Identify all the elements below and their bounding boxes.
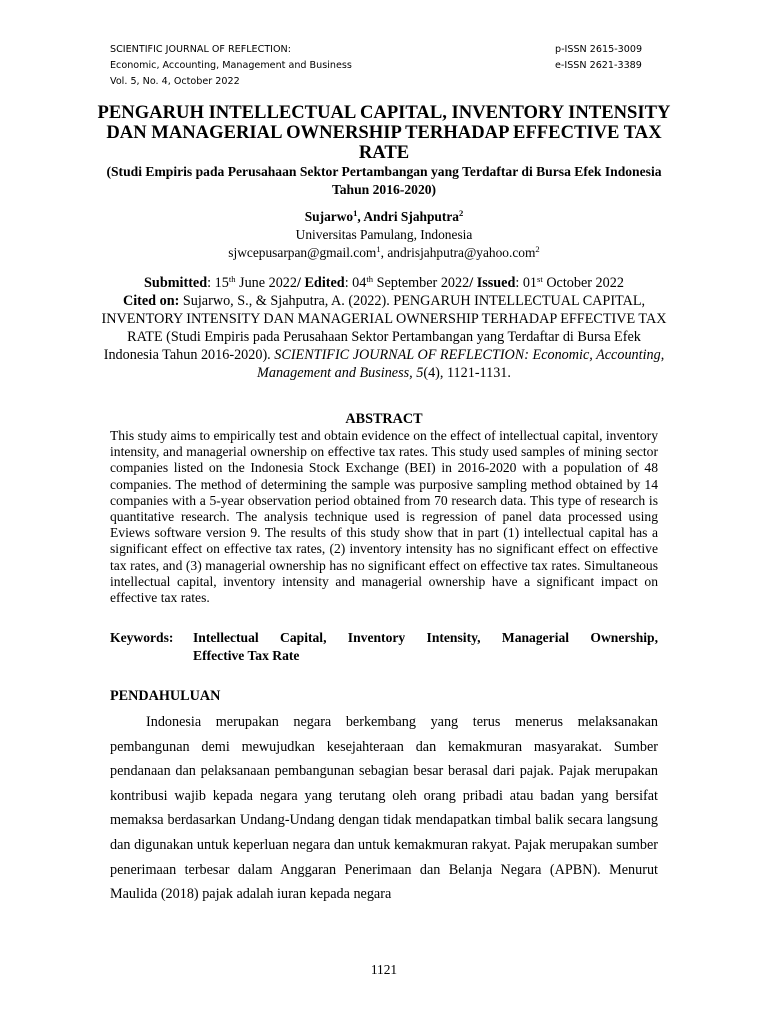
abstract-body: This study aims to empirically test and obtain evidence on the effect of intellectual capital, inventory intensity, and managerial ownership on effective tax rates. This study used samples of mining sector companies listed on the Indonesia Stock Exchange (BEI) in 2016-2020 with a population of 48 companies. The method of determining the sample was purposive sampling method obtained by 14 companies with a 5-year observation period obtained from 70 research data. This type of research is quantitative research. The analysis technique used is regression of panel data processed using Eviews software version 9. The results of this study show that in part (1) intellectual capital has a significant effect on effective tax rates, (2) inventory intensity has no significant effect on effective tax rates, and (3) managerial ownership has no significant effect on effective tax rates. Simultaneous intellectual capital, inventory intensity and managerial ownership have a significant impact on effective tax rates.: [110, 428, 658, 606]
submitted-sup: th: [228, 274, 236, 284]
author-2-affil: 2: [458, 208, 464, 218]
edited-day: : 04: [344, 275, 367, 291]
edited-label: / Edited: [296, 275, 345, 291]
email-2-sup: 2: [535, 244, 540, 254]
journal-subject: Economic, Accounting, Management and Business: [110, 60, 352, 71]
author-1: Sujarwo: [304, 209, 354, 224]
journal-name: SCIENTIFIC JOURNAL OF REFLECTION:: [110, 44, 291, 55]
submitted-label: Submitted: [144, 275, 208, 291]
author-emails: [100, 244, 668, 262]
author-2: Andri Sjahputra: [363, 209, 459, 224]
submitted-day: : 15: [207, 275, 229, 291]
keywords-label: Keywords:: [110, 630, 174, 645]
keywords-line-2: Effective Tax Rate: [193, 648, 300, 663]
issued-sup: st: [537, 274, 543, 284]
running-header-right: [555, 42, 675, 74]
citation: [100, 292, 668, 382]
abstract-heading: ABSTRACT: [345, 411, 423, 427]
running-header-left: [110, 42, 470, 90]
issued-rest: October 2022: [542, 275, 624, 291]
paper-subtitle: (Studi Empiris pada Perusahaan Sektor Pertambangan yang Terdaftar di Bursa Efek Indonesia Tahun 2016-2020): [106, 164, 662, 197]
affiliation: Universitas Pamulang, Indonesia: [295, 227, 473, 242]
citation-volume: 5: [412, 365, 424, 381]
body-paragraph: Indonesia merupakan negara berkembang yang terus menerus melaksanakan pembangunan demi mewujudkan kesejahteraan dan kemakmuran masyarakat. Sumber pendanaan dan pelaksanaan pembangunan sebagian besar berasal dari pajak. Pajak merupakan kontribusi wajib kepada negara yang terutang oleh orang pribadi atau badan yang bersifat memaksa berdasarkan Undang-Undang dengan tidak mendapatkan timbal balik secara langsung dan digunakan untuk keperluan negara dan untuk kemakmuran rakyat. Pajak merupakan sumber penerimaan terbesar dalam Anggaran Penerimaan dan Belanja Negara (APBN). Menurut Maulida (2018) pajak adalah iuran kepada negara: [110, 714, 658, 903]
cited-on-label: Cited on:: [122, 293, 180, 309]
paper-title: PENGARUH INTELLECTUAL CAPITAL, INVENTORY INTENSITY DAN MANAGERIAL OWNERSHIP TERHADAP EFFECTIVE TAX RATE: [97, 102, 671, 163]
citation-text: Sujarwo, S., & Sjahputra, A. (2022). PENGARUH INTELLECTUAL CAPITAL, INVENTORY INTENSITY DAN MANAGERIAL OWNERSHIP TERHADAP EFFECTIVE TAX RATE (Studi Empiris pada Perusahaan Sektor Pertambangan yang Terdaftar di Bursa Efek Indonesia Tahun 2016-2020).: [101, 293, 667, 363]
author-1-affil: 1: [353, 208, 358, 218]
citation-issue: (4), 1121-1131.: [423, 365, 511, 381]
publication-dates: [100, 274, 668, 292]
author-block: [100, 208, 668, 262]
email-separator: ,: [380, 245, 388, 260]
email-1-sup: 1: [376, 244, 381, 254]
issued-label: / Issued: [469, 275, 516, 291]
email-2: andrisjahputra@yahoo.com: [387, 245, 536, 260]
eissn: e-ISSN 2621-3389: [555, 60, 642, 71]
journal-volume: Vol. 5, No. 4, October 2022: [110, 76, 240, 87]
edited-sup: th: [366, 274, 374, 284]
keywords: [110, 629, 658, 665]
edited-rest: September 2022: [373, 275, 470, 291]
keywords-line-1: Intellectual Capital, Inventory Intensity, Managerial Ownership,: [193, 630, 658, 645]
author-names: [100, 208, 668, 226]
pissn: p-ISSN 2615-3009: [555, 44, 643, 55]
issued-day: : 01: [515, 275, 538, 291]
author-separator: ,: [357, 209, 364, 224]
submitted-rest: June 2022: [235, 275, 297, 291]
page-number: 1121: [370, 962, 398, 977]
citation-journal: SCIENTIFIC JOURNAL OF REFLECTION: Economic, Accounting, Management and Business,: [257, 347, 665, 381]
email-1: sjwcepusarpan@gmail.com: [228, 245, 377, 260]
section-heading: PENDAHULUAN: [110, 688, 221, 704]
